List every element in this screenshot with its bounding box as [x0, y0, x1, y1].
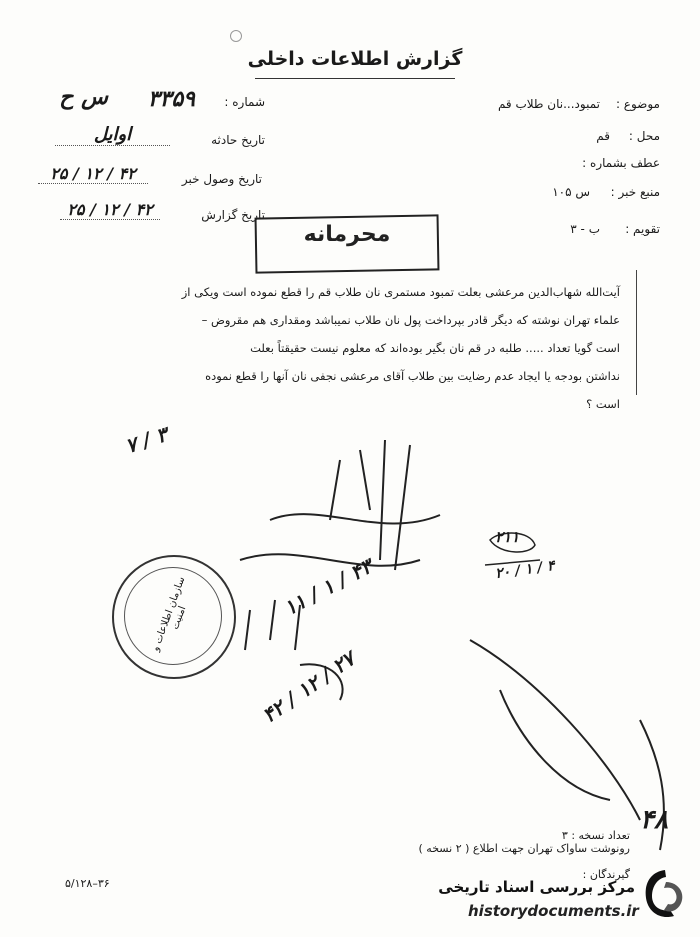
incident-date-label: تاریخ حادثه [211, 133, 265, 147]
body-line-4: نداشتن بودجه یا ایجاد عدم رضایت بین طلاب آقای مرعشی نجفی نان آنها را قطع نموده [205, 369, 620, 383]
reference-label: عطف بشماره : [582, 156, 660, 170]
body-line-5: است ؟ [586, 397, 620, 411]
number-value: ۳۳۵۹ [147, 86, 195, 112]
circular-seal [112, 555, 236, 679]
body-line-2: علماء تهران نوشته که دیگر قادر بپرداخت پول نان طلاب نمیباشد ومقداری هم مقروض – [201, 313, 620, 327]
report-date-value: ۲۵ / ۱۲ / ۴۲ [60, 200, 160, 220]
number-label: شماره : [224, 95, 265, 109]
receipt-date-value: ۲۵ / ۱۲ / ۴۲ [38, 164, 148, 184]
subject-value: تمبود...نان طلاب قم [497, 97, 600, 111]
archive-site-name: مرکز بررسی اسناد تاریخی [438, 878, 635, 896]
handwritten-right-margin: ۴۸ [640, 805, 668, 835]
document-code: ۵/۱۲۸–۳۶ [65, 877, 110, 890]
handwritten-center-notes: ۱۱ / ۱ / ۴۳ [279, 553, 377, 621]
source-label: منبع خبر : [610, 185, 660, 199]
source-value: س ۱۰۵ [552, 185, 590, 199]
archive-site-url: historydocuments.ir [468, 902, 639, 920]
seal-text: سازمان اطلاعات و امنیت [150, 575, 189, 653]
copies-note: رونوشت ساواک تهران جهت اطلاع ( ۲ نسخه ) [418, 842, 630, 855]
location-label: محل : [628, 129, 660, 143]
receipt-date-label: تاریخ وصول خبر [181, 172, 262, 186]
subject-label: موضوع : [615, 97, 660, 111]
copies-label: تعداد نسخه : ۳ [561, 829, 630, 842]
number-suffix: س ح [59, 84, 108, 110]
body-line-1: آیت‌الله شهاب‌الدین مرعشی بعلت تمبود مستمری نان طلاب قم را قطع نموده است ویکی از [181, 285, 620, 299]
report-date-label: تاریخ گزارش [201, 208, 265, 222]
body-line-3: است گویا تعداد ..... طلبه در قم نان بگیر بوده‌اند که معلوم نیست حقیقتاً بعلت [250, 341, 620, 355]
confidential-stamp-text: محرمانه [303, 222, 391, 247]
location-value: قم [596, 129, 610, 143]
handwritten-date-right: ۲۰ / ۱ / ۴ [494, 557, 556, 583]
handwritten-note-left: ۷ / ۳ [122, 421, 171, 459]
incident-date-value: اوایل [55, 124, 170, 146]
archive-logo-icon [640, 866, 690, 922]
document-title: گزارش اطلاعات داخلی [247, 48, 463, 70]
distribution-label: گیرندگان : [582, 868, 630, 881]
rating-label: تقویم : [625, 222, 660, 236]
handwritten-code-right: ۲۱۱ [495, 528, 520, 546]
handwritten-date-bottom: ۴۲ / ۱۲ / ۲۷ [257, 646, 360, 728]
rating-value: ب - ۳ [570, 222, 600, 236]
